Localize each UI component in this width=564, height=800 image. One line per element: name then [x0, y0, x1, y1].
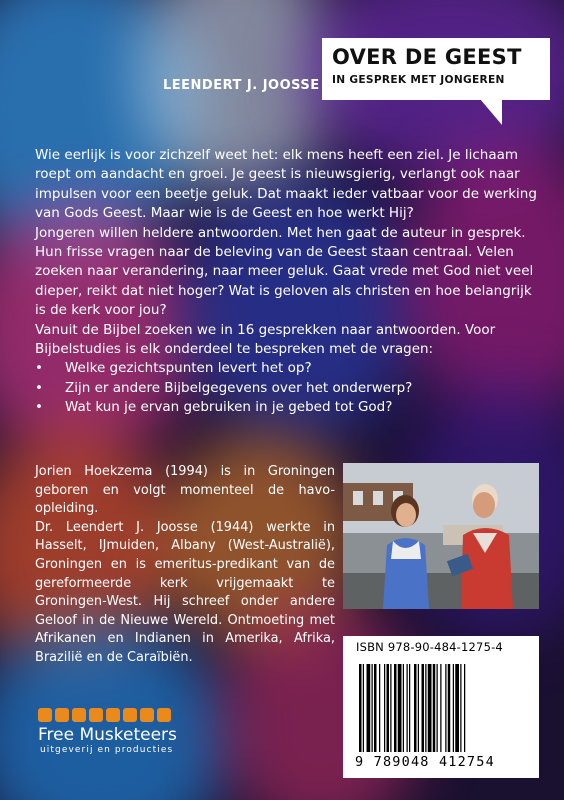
- barcode-bar: [409, 664, 410, 752]
- bio-paragraph-1: Jorien Hoekzema (1994) is in Groningen geboren en volgt momenteel de havo-opleiding.: [35, 464, 335, 517]
- barcode-bar: [390, 664, 391, 752]
- book-title: OVER DE GEEST: [332, 45, 522, 69]
- barcode-bar: [422, 664, 425, 752]
- barcode-bar: [394, 664, 397, 752]
- book-subtitle: IN GESPREK MET JONGEREN: [332, 74, 505, 86]
- bio-paragraph-2: Dr. Leendert J. Joosse (1944) werkte in Hasselt, IJmuiden, Albany (West-Australië), Groningen en is emeritus-predikant van de gereformeerde kerk vrijgemaakt te Groningen-West. Hij schreef onder andere Geloof in de Nieuwe Wereld. Ontmoeting met Afrikanen en Indianen in Amerika, Afrika, Brazilië en de Caraïbiën.: [35, 519, 335, 665]
- publisher-emblem-icon: [140, 708, 154, 722]
- barcode-bar: [453, 664, 454, 752]
- barcode-bar: [448, 664, 451, 752]
- barcode-bar: [372, 664, 373, 752]
- barcode-bar: [359, 664, 362, 752]
- barcode-bar: [407, 664, 408, 752]
- barcode-bar: [433, 664, 436, 752]
- publisher-emblem-icon: [123, 708, 137, 722]
- barcode-bar: [387, 664, 390, 752]
- publisher-emblem-icon: [55, 708, 69, 722]
- blurb-paragraph-2: Jongeren willen heldere antwoorden. Met hen gaat de auteur in gesprek. Hun frisse vragen naar de beleving van de Geest staan centraal. Velen zoeken naar verandering, naar meer geluk. Gaat vrede met God niet veel dieper, reikt dat niet hoger? Wat is geloven als christen en hoe belangrijk is de kerk voor jou?: [35, 224, 534, 319]
- publisher-name: Free Musketeers: [38, 725, 177, 745]
- barcode-bar: [437, 664, 438, 752]
- barcode-bar: [403, 664, 404, 752]
- publisher-logo: [38, 708, 177, 755]
- blurb-paragraph-3: Vanuit de Bijbel zoeken we in 16 gesprekken naar antwoorden. Voor Bijbelstudies is elk onderdeel te bespreken met de vragen:: [35, 321, 496, 358]
- barcode-bar: [460, 664, 461, 752]
- publisher-emblem-icon: [106, 708, 120, 722]
- barcode-bar: [425, 664, 426, 752]
- question-item: • Welke gezichtspunten levert het op?: [35, 359, 539, 378]
- publisher-emblem-icon: [38, 708, 52, 722]
- barcode-bar: [414, 664, 417, 752]
- question-item: • Wat kun je ervan gebruiken in je gebed tot God?: [35, 398, 539, 417]
- author-name: LEENDERT J. JOOSSE: [163, 78, 320, 93]
- publisher-icon-row: [38, 708, 177, 722]
- barcode-bar: [363, 664, 364, 752]
- publisher-tagline: uitgeverij en producties: [40, 745, 174, 755]
- authors-photo-illustration: [343, 463, 539, 609]
- question-item: • Zijn er andere Bijbelgegevens over het onderwerp?: [35, 379, 539, 398]
- isbn-label: ISBN 978-90-484-1275-4: [356, 640, 503, 654]
- back-cover-blurb: [35, 146, 539, 418]
- barcode-bar: [464, 664, 465, 752]
- barcode-bar: [440, 664, 441, 752]
- publisher-emblem-icon: [72, 708, 86, 722]
- barcode-graphic: [359, 664, 523, 752]
- question-list: [35, 359, 539, 417]
- publisher-emblem-icon: [157, 708, 171, 722]
- blurb-paragraph-1: Wie eerlijk is voor zichzelf weet het: elk mens heeft een ziel. Je lichaam roept om aandacht en groei. Je geest is nieuwsgierig, verlangt ook naar impulsen voor een beetje geluk. Dat maakt ieder vatbaar voor de werking van Gods Geest. Maar wie is de Geest en hoe werkt Hij?: [35, 147, 537, 222]
- barcode-bar: [428, 664, 432, 752]
- barcode-bar: [418, 664, 419, 752]
- barcode-bar: [367, 664, 371, 752]
- barcode-digits: 9 789048 412754: [355, 754, 495, 770]
- barcode-bar: [379, 664, 380, 752]
- barcode-bar: [384, 664, 385, 752]
- barcode-bar: [398, 664, 402, 752]
- author-bio: [35, 463, 335, 668]
- barcode-bar: [374, 664, 377, 752]
- barcode-bar: [455, 664, 459, 752]
- barcode-bar: [445, 664, 446, 752]
- title-speech-bubble: [322, 38, 550, 100]
- speech-bubble-tail: [480, 99, 502, 125]
- authors-photo: [343, 463, 539, 609]
- barcode-box: [343, 636, 539, 778]
- publisher-emblem-icon: [89, 708, 103, 722]
